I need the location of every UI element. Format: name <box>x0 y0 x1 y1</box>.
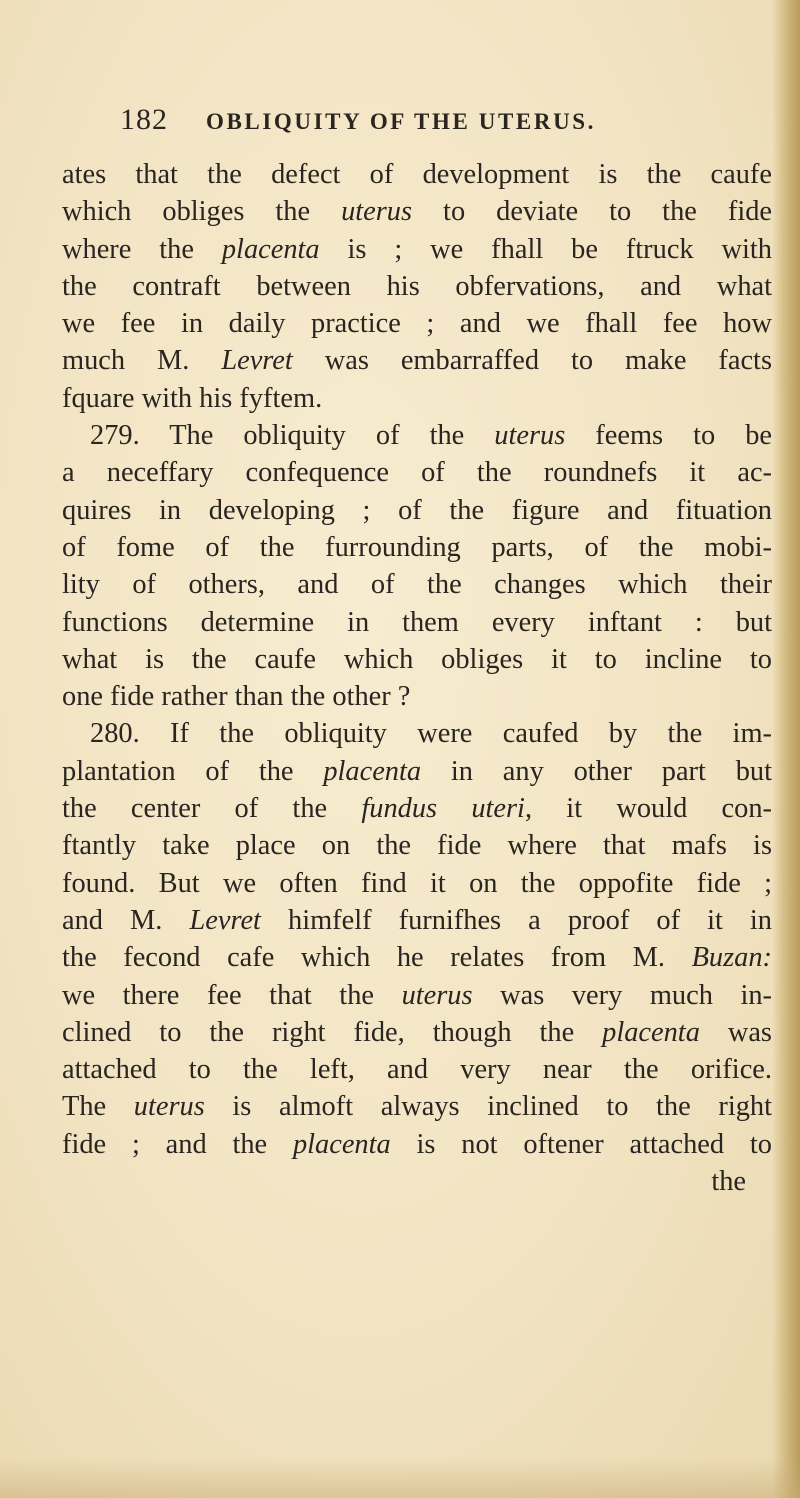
text-line <box>62 342 772 379</box>
text-segment: what is the caufe which obliges it to incline to <box>62 643 772 675</box>
text-segment: attached to the left, and very near the orifice. <box>62 1054 772 1086</box>
text-segment: to deviate to the fide <box>412 196 772 228</box>
text-segment: functions determine in them every inftant : but <box>62 606 772 638</box>
italic-term: placenta <box>292 1128 391 1160</box>
text-line <box>62 641 772 678</box>
italic-term: Levret <box>189 904 261 936</box>
italic-term: placenta <box>323 755 422 787</box>
page-bottom-shadow <box>0 1458 800 1498</box>
italic-term: Levret <box>221 345 293 377</box>
text-segment: in any other part but <box>421 755 772 787</box>
italic-term: Buzan: <box>691 942 772 974</box>
text-segment: ftantly take place on the fide where that mafs is <box>62 830 772 862</box>
text-line <box>62 1088 772 1125</box>
text-segment: much M. <box>62 345 222 377</box>
text-line <box>62 790 772 827</box>
text-line <box>62 827 772 864</box>
text-line <box>62 231 772 268</box>
text-segment: quires in developing ; of the figure and fituation <box>62 494 772 526</box>
text-line <box>62 715 772 752</box>
text-segment: clined to the right fide, though the <box>62 1016 603 1048</box>
text-segment: was very much in- <box>472 979 772 1011</box>
text-segment: we there fee that the <box>62 979 402 1011</box>
text-segment: is almoft always inclined to the right <box>204 1091 772 1123</box>
text-segment: is ; we fhall be ftruck with <box>319 233 772 265</box>
text-segment: 279. The obliquity of the <box>90 420 495 452</box>
text-segment: a neceffary confequence of the roundnefs it ac- <box>62 457 772 489</box>
text-line <box>62 156 772 193</box>
text-line <box>62 454 772 491</box>
text-line <box>62 529 772 566</box>
text-segment: which obliges the <box>62 196 342 228</box>
text-segment: and M. <box>62 904 190 936</box>
text-line <box>62 305 772 342</box>
text-line <box>62 492 772 529</box>
italic-term: uterus <box>401 979 473 1011</box>
text-line <box>62 417 772 454</box>
text-segment: himfelf furnifhes a proof of it in <box>260 904 772 936</box>
text-segment: fide ; and the <box>62 1128 293 1160</box>
italic-term: placenta <box>602 1016 700 1048</box>
text-segment: , it would con- <box>524 793 772 825</box>
text-segment: the contraft between his obfervations, and what <box>62 270 772 302</box>
text-segment: ates that the defect of development is the caufe <box>62 159 772 190</box>
italic-term: fundus uteri <box>361 793 525 825</box>
text-line <box>62 977 772 1014</box>
page-header <box>120 103 680 151</box>
italic-term: uterus <box>341 196 413 228</box>
page-edge-shadow <box>772 0 800 1498</box>
text-line <box>62 566 772 603</box>
italic-term: uterus <box>494 420 566 452</box>
text-segment: was <box>699 1016 772 1048</box>
text-segment: the center of the <box>62 793 362 825</box>
body-text <box>62 156 772 1200</box>
text-segment: was embarraffed to make facts <box>292 345 772 377</box>
text-segment: fquare with his fyftem. <box>62 382 323 414</box>
running-title: OBLIQUITY OF THE UTERUS. <box>206 109 597 134</box>
text-segment: we fee in daily practice ; and we fhall fee how <box>62 308 772 340</box>
text-segment: The <box>62 1091 134 1123</box>
text-line <box>62 193 772 230</box>
italic-term: uterus <box>133 1091 205 1123</box>
text-segment: plantation of the <box>62 755 324 787</box>
text-segment: is not oftener attached to <box>390 1128 772 1160</box>
text-segment: 280. If the obliquity were caufed by the im- <box>90 718 772 750</box>
text-line <box>62 380 772 417</box>
text-line <box>62 1051 772 1088</box>
text-segment: feems to be <box>565 420 772 452</box>
text-segment: the fecond cafe which he relates from M. <box>62 942 692 974</box>
text-line <box>62 939 772 976</box>
text-line <box>62 1163 772 1200</box>
text-line <box>62 865 772 902</box>
text-segment: lity of others, and of the changes which their <box>62 569 772 601</box>
text-segment: one fide rather than the other ? <box>62 681 411 713</box>
text-line <box>62 753 772 790</box>
text-line <box>62 1126 772 1163</box>
italic-term: placenta <box>221 233 320 265</box>
text-line <box>62 604 772 641</box>
page-number: 182 <box>120 103 168 136</box>
text-line <box>62 902 772 939</box>
text-line <box>62 268 772 305</box>
text-segment: where the <box>62 233 222 265</box>
text-line <box>62 678 772 715</box>
text-segment: found. But we often find it on the oppofite fide ; <box>62 867 772 899</box>
text-line <box>62 1014 772 1051</box>
text-segment: the <box>711 1166 746 1198</box>
text-segment: of fome of the furrounding parts, of the mobi- <box>62 531 772 563</box>
